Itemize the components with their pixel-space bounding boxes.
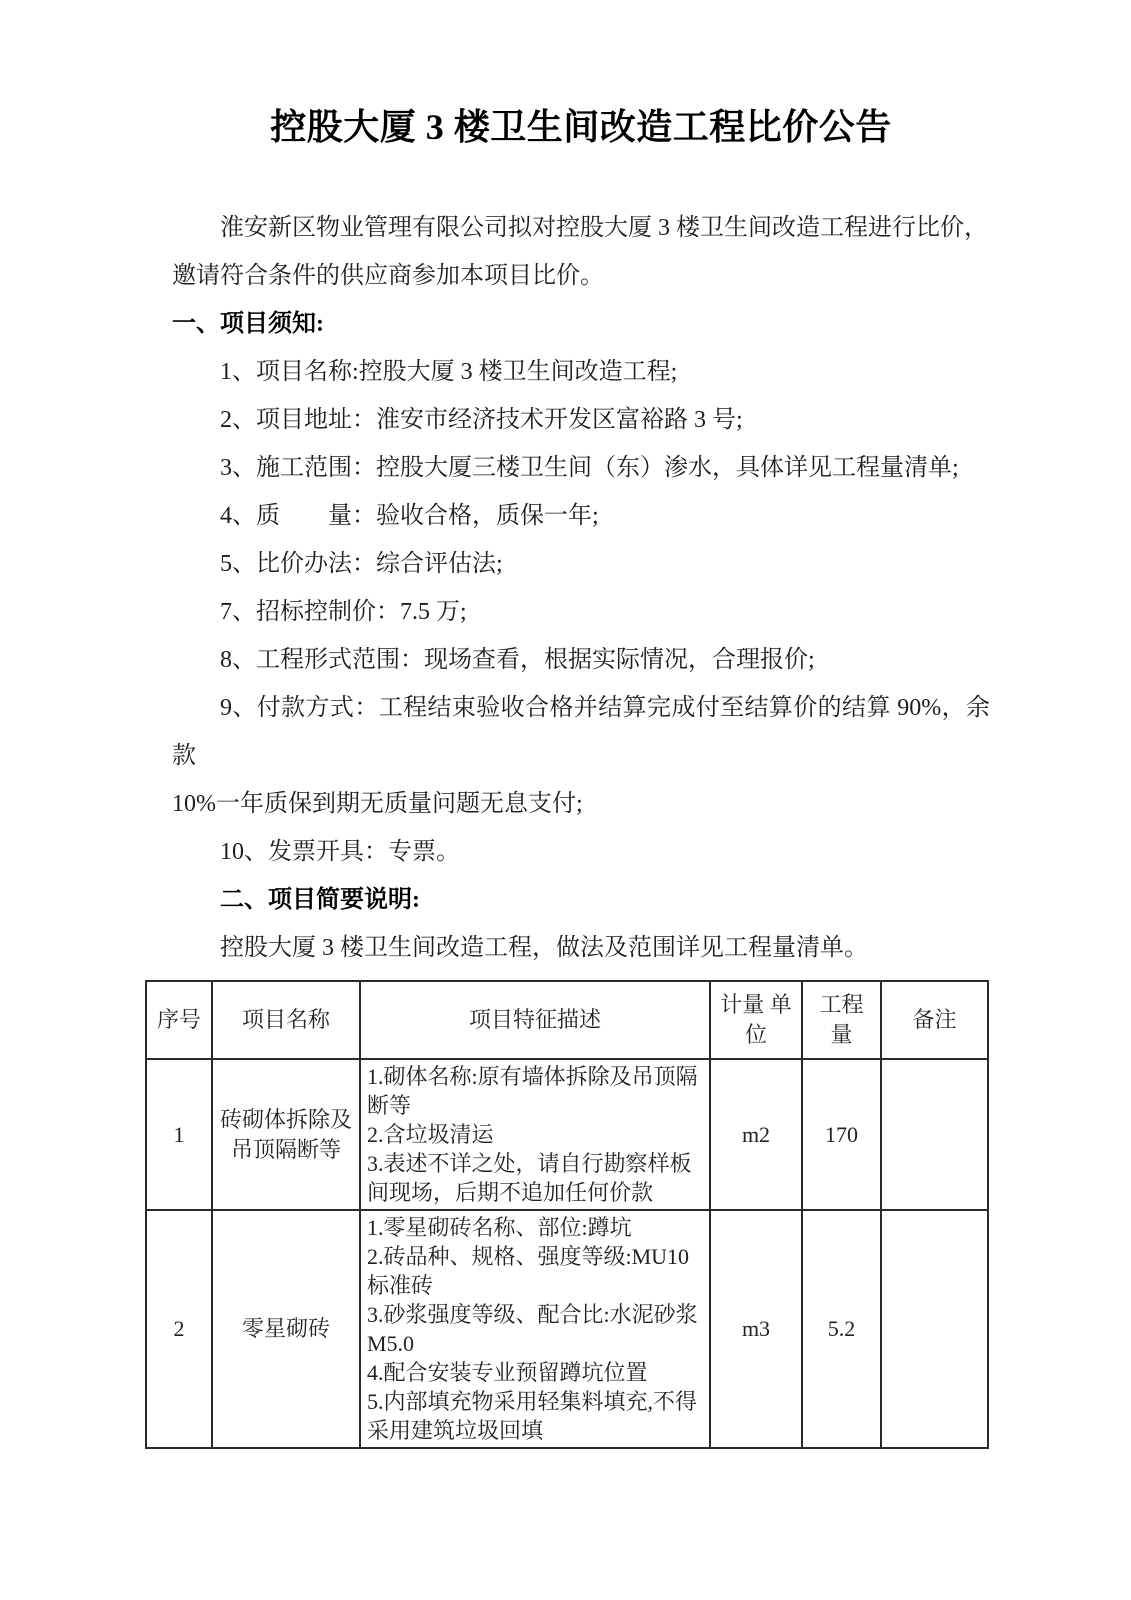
section1-item-7: 7、招标控制价：7.5 万; xyxy=(220,599,467,625)
header-no: 序号 xyxy=(146,981,212,1059)
feature-line: 5.内部填充物采用轻集料填充,不得采用建筑垃圾回填 xyxy=(367,1389,698,1443)
header-name: 项目名称 xyxy=(212,981,360,1059)
section1-item-3: 3、施工范围：控股大厦三楼卫生间（东）渗水，具体详见工程量清单; xyxy=(220,455,959,481)
feature-line: 1.砌体名称:原有墙体拆除及吊顶隔断等 xyxy=(367,1064,698,1118)
feature-line: 3.表述不详之处，请自行勘察样板间现场，后期不追加任何价款 xyxy=(367,1151,692,1205)
cell-features xyxy=(360,1210,710,1448)
section1-item-5: 5、比价办法：综合评估法; xyxy=(220,551,503,577)
section1-item-10: 10、发票开具：专票。 xyxy=(220,839,460,865)
header-quantity: 工程量 xyxy=(802,981,881,1059)
cell-note xyxy=(881,1210,988,1448)
feature-line: 2.砖品种、规格、强度等级:MU10 标准砖 xyxy=(367,1244,690,1298)
section1-item-8: 8、工程形式范围：现场查看，根据实际情况，合理报价; xyxy=(220,647,815,673)
cell-quantity: 5.2 xyxy=(802,1210,881,1448)
bill-of-quantities-table xyxy=(145,980,989,1449)
section1-heading: 一、项目须知: xyxy=(172,311,324,337)
cell-note xyxy=(881,1059,988,1210)
cell-features xyxy=(360,1059,710,1210)
document-title: 控股大厦 3 楼卫生间改造工程比价公告 xyxy=(270,107,892,147)
feature-line: 1.零星砌砖名称、部位:蹲坑 xyxy=(367,1215,632,1240)
feature-line: 3.砂浆强度等级、配合比:水泥砂浆 M5.0 xyxy=(367,1302,698,1356)
table-row xyxy=(146,1059,988,1210)
table-row xyxy=(146,1210,988,1448)
cell-no: 1 xyxy=(146,1059,212,1210)
cell-unit: m3 xyxy=(710,1210,802,1448)
header-unit: 计量 单位 xyxy=(710,981,802,1059)
feature-line: 4.配合安装专业预留蹲坑位置 xyxy=(367,1360,648,1385)
section1-item-2: 2、项目地址：淮安市经济技术开发区富裕路 3 号; xyxy=(220,407,743,433)
intro-paragraph-line-2: 邀请符合条件的供应商参加本项目比价。 xyxy=(172,263,604,289)
intro-paragraph-line-1: 淮安新区物业管理有限公司拟对控股大厦 3 楼卫生间改造工程进行比价， xyxy=(220,215,988,241)
section1-item-4: 4、质 量：验收合格，质保一年; xyxy=(220,503,599,529)
cell-unit: m2 xyxy=(710,1059,802,1210)
cell-name: 砖砌体拆除及吊顶隔断等 xyxy=(212,1059,360,1210)
section2-heading: 二、项目简要说明: xyxy=(220,887,420,913)
section1-item-1: 1、项目名称:控股大厦 3 楼卫生间改造工程; xyxy=(220,359,678,385)
section1-item-9-line-1: 9、付款方式：工程结束验收合格并结算完成付至结算价的结算 90%，余款 xyxy=(172,695,990,769)
cell-quantity: 170 xyxy=(802,1059,881,1210)
header-features: 项目特征描述 xyxy=(360,981,710,1059)
feature-line: 2.含垃圾清运 xyxy=(367,1122,494,1147)
section2-intro: 控股大厦 3 楼卫生间改造工程，做法及范围详见工程量清单。 xyxy=(220,935,868,961)
cell-no: 2 xyxy=(146,1210,212,1448)
cell-name: 零星砌砖 xyxy=(212,1210,360,1448)
section1-item-9-line-2: 10%一年质保到期无质量问题无息支付; xyxy=(172,791,583,817)
header-note: 备注 xyxy=(881,981,988,1059)
table-header-row xyxy=(146,981,988,1059)
